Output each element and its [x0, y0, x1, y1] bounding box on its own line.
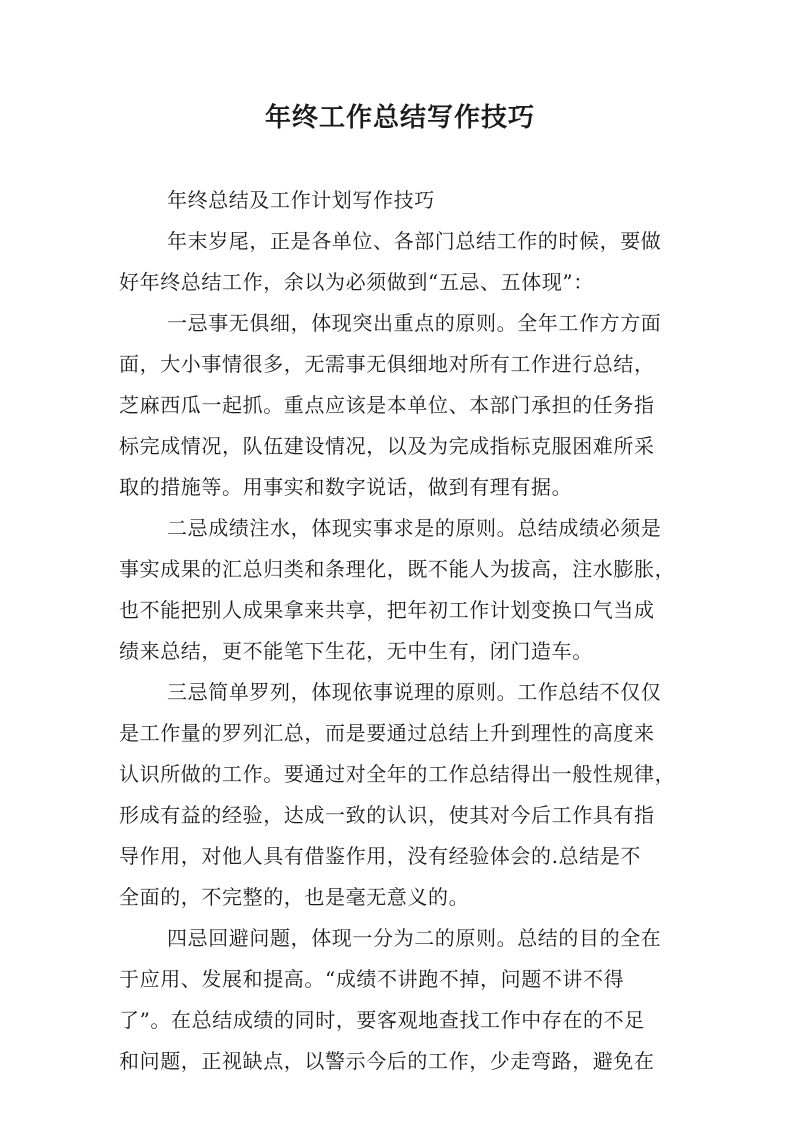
paragraph-line: 面，大小事情很多，无需事无俱细地对所有工作进行总结， — [119, 352, 655, 376]
paragraph-line: 也不能把别人成果拿来共享，把年初工作计划变换口气当成 — [119, 598, 655, 622]
paragraph-line: 了”。在总结成绩的同时，要客观地查找工作中存在的不足 — [119, 1008, 645, 1032]
paragraph-line: 芝麻西瓜一起抓。重点应该是本单位、本部门承担的任务指 — [119, 393, 655, 417]
paragraph-line: 取的措施等。用事实和数字说话，做到有理有据。 — [119, 475, 573, 499]
paragraph-first-line: 四忌回避问题，体现一分为二的原则。总结的目的全在 — [167, 926, 662, 950]
paragraph-line: 于应用、发展和提高。“成绩不讲跑不掉，问题不讲不得 — [119, 967, 625, 991]
document-title: 年终工作总结写作技巧 — [264, 103, 535, 133]
paragraph-line: 是工作量的罗列汇总，而是要通过总结上升到理性的高度来 — [119, 721, 655, 745]
paragraph-first-line: 年终总结及工作计划写作技巧 — [167, 188, 435, 212]
paragraph-first-line: 三忌简单罗列，体现依事说理的原则。工作总结不仅仅 — [167, 680, 662, 704]
paragraph-first-line: 年末岁尾，正是各单位、各部门总结工作的时候，要做 — [167, 229, 662, 253]
paragraph-line: 形成有益的经验，达成一致的认识，使其对今后工作具有指 — [119, 803, 655, 827]
paragraph-line: 绩来总结，更不能笔下生花，无中生有，闭门造车。 — [119, 639, 593, 663]
paragraph-line: 导作用，对他人具有借鉴作用，没有经验体会的.总结是不 — [119, 844, 641, 868]
paragraph-first-line: 一忌事无俱细，体现突出重点的原则。全年工作方方面 — [167, 311, 662, 335]
paragraph-line: 和问题，正视缺点，以警示今后的工作，少走弯路，避免在 — [119, 1049, 655, 1073]
document-body — [119, 180, 684, 1082]
paragraph-first-line: 二忌成绩注水，体现实事求是的原则。总结成绩必须是 — [167, 516, 662, 540]
paragraph-line: 事实成果的汇总归类和条理化，既不能人为拔高，注水膨胀， — [119, 557, 676, 581]
paragraph-line: 标完成情况，队伍建设情况，以及为完成指标克服困难所采 — [119, 434, 655, 458]
paragraph-line: 认识所做的工作。要通过对全年的工作总结得出一般性规律， — [119, 762, 676, 786]
paragraph-line: 全面的，不完整的，也是毫无意义的。 — [119, 885, 470, 909]
paragraph-line: 好年终总结工作，余以为必须做到“五忌、五体现”： — [119, 270, 594, 294]
